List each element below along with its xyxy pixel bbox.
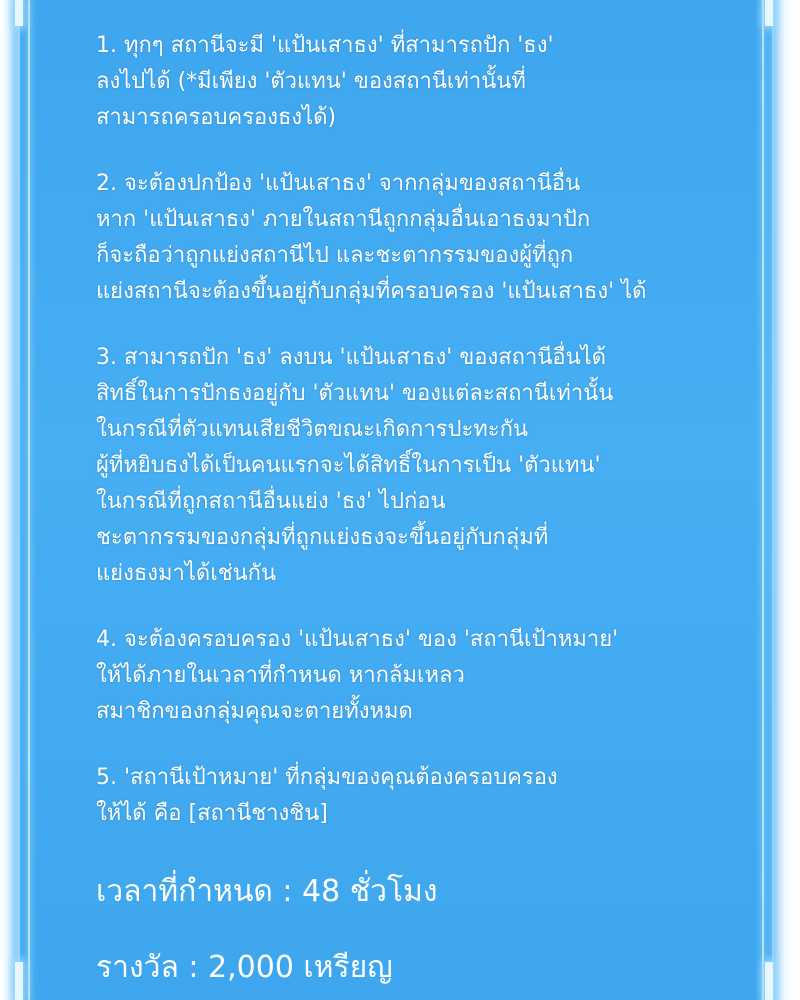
rule-line: 4. จะต้องครอบครอง 'แป้นเสาธง' ของ 'สถานีเป้าหมาย' <box>96 627 619 652</box>
rule-4 <box>96 622 736 730</box>
right-glow-border <box>772 0 775 1000</box>
rule-line: สิทธิ์ในการปักธงอยู่กับ 'ตัวแทน' ของแต่ละสถานีเท่านั้น <box>96 381 614 406</box>
deadline-text: เวลาที่กำหนด : 48 ชั่วโมง <box>96 874 438 909</box>
rule-line: 2. จะต้องปกป้อง 'แป้นเสาธง' จากกลุ่มของสถานีอื่น <box>96 171 581 196</box>
top-right-accent <box>765 0 773 26</box>
rule-5 <box>96 760 736 832</box>
rule-line: 5. 'สถานีเป้าหมาย' ที่กลุ่มของคุณต้องครอบครอง <box>96 765 558 790</box>
rule-1 <box>96 28 736 136</box>
rule-line: 1. ทุกๆ สถานีจะมี 'แป้นเสาธง' ที่สามารถปัก 'ธง' <box>96 33 554 58</box>
rule-line: สมาชิกของกลุ่มคุณจะตายทั้งหมด <box>96 699 413 724</box>
rule-line: ก็จะถือว่าถูกแย่งสถานีไป และชะตากรรมของผู้ที่ถูก <box>96 243 574 268</box>
rules-list <box>96 28 736 862</box>
rule-line: ให้ได้ภายในเวลาที่กำหนด หากล้มเหลว <box>96 663 465 688</box>
rule-line: ชะตากรรมของกลุ่มที่ถูกแย่งธงจะขึ้นอยู่กับกลุ่มที่ <box>96 525 549 550</box>
top-left-accent <box>15 0 23 26</box>
rule-line: ในกรณีที่ถูกสถานีอื่นแย่ง 'ธง' ไปก่อน <box>96 489 446 514</box>
left-inner-border <box>28 0 30 1000</box>
rule-line: แย่งสถานีจะต้องขึ้นอยู่กับกลุ่มที่ครอบครอง 'แป้นเสาธง' ได้ <box>96 279 647 304</box>
left-glow-border <box>14 0 17 1000</box>
rule-line: 3. สามารถปัก 'ธง' ลงบน 'แป้นเสาธง' ของสถานีอื่นได้ <box>96 345 606 370</box>
rule-line: สามารถครอบครองธงได้) <box>96 105 337 130</box>
rule-line: ลงไปได้ (*มีเพียง 'ตัวแทน' ของสถานีเท่านั้นที่ <box>96 69 526 94</box>
rule-line: แย่งธงมาได้เช่นกัน <box>96 561 277 586</box>
right-inner-border <box>762 0 764 1000</box>
rule-line: หาก 'แป้นเสาธง' ภายในสถานีถูกกลุ่มอื่นเอาธงมาปัก <box>96 207 591 232</box>
reward-text: รางวัล : 2,000 เหรียญ <box>96 950 393 985</box>
rule-line: ให้ได้ คือ [สถานีชางชิน] <box>96 801 328 826</box>
rule-line: ผู้ที่หยิบธงได้เป็นคนแรกจะได้สิทธิ์ในการเป็น 'ตัวแทน' <box>96 453 601 478</box>
rule-2 <box>96 166 736 310</box>
rule-3 <box>96 340 736 592</box>
bottom-left-accent <box>15 962 23 1000</box>
bottom-right-accent <box>765 962 773 1000</box>
rule-line: ในกรณีที่ตัวแทนเสียชีวิตขณะเกิดการปะทะกัน <box>96 417 528 442</box>
